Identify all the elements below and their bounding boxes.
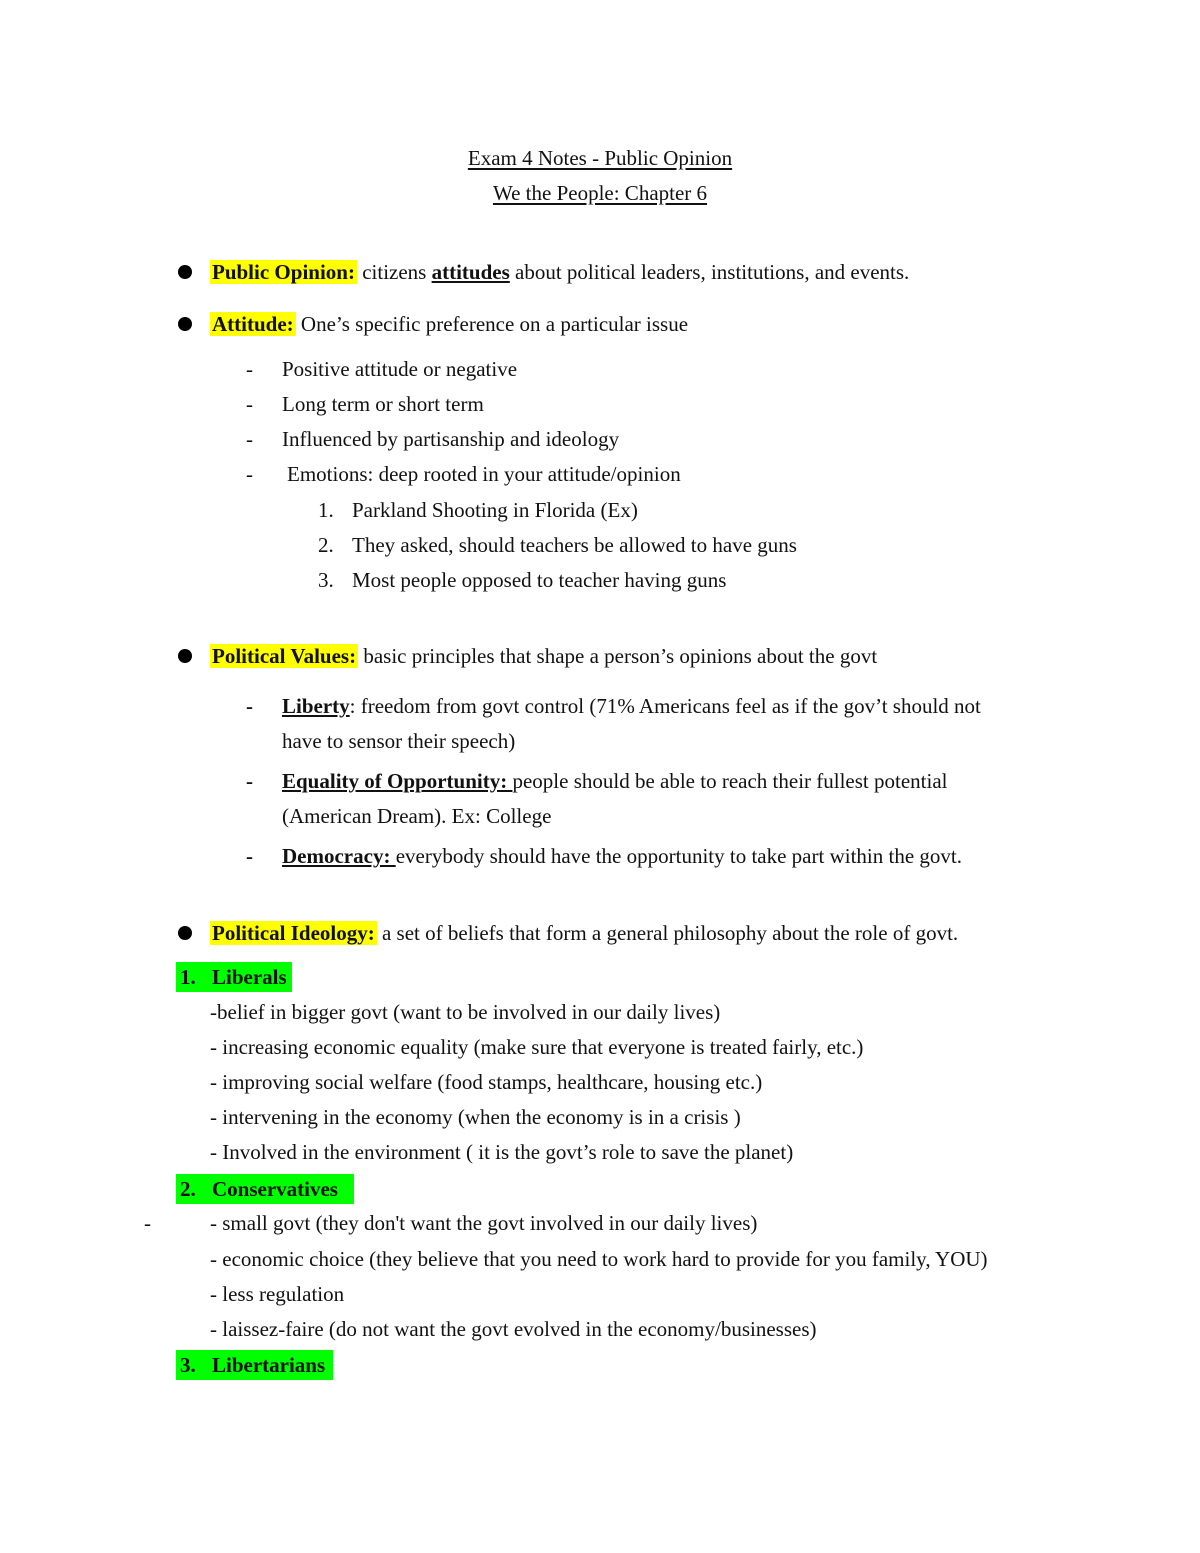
equality-line: people should be able to reach their fullest potential: [512, 769, 948, 793]
attitude-term: Attitude:: [212, 312, 294, 336]
dash-marker: -: [246, 694, 253, 718]
conservatives-point: - laissez-faire (do not want the govt evolved in the economy/businesses): [210, 1317, 817, 1341]
page-title: Exam 4 Notes - Public Opinion: [467, 146, 733, 170]
bullet-icon: [178, 926, 192, 940]
libertarians-label: Libertarians: [212, 1353, 326, 1377]
example-text: They asked, should teachers be allowed to have guns: [352, 533, 797, 557]
public-opinion-term: Public Opinion:: [212, 260, 355, 284]
equality-item: [282, 767, 948, 795]
attitude-point: Emotions: deep rooted in your attitude/opinion: [287, 462, 681, 486]
conservatives-label: Conservatives: [212, 1177, 338, 1201]
example-text: Most people opposed to teacher having guns: [352, 568, 727, 592]
conservatives-point: - small govt (they don't want the govt involved in our daily lives): [210, 1211, 758, 1235]
attitude-point: Long term or short term: [282, 392, 484, 416]
bullet-icon: [178, 265, 192, 279]
liberty-line: : freedom from govt control (71% Americans feel as if the gov’t should not: [349, 694, 981, 718]
liberty-term: Liberty: [282, 694, 350, 718]
liberals-number: 1.: [180, 965, 196, 989]
bullet-icon: [178, 649, 192, 663]
public-opinion-pre: citizens: [356, 260, 432, 284]
dash-marker: -: [246, 392, 253, 416]
democracy-line: everybody should have the opportunity to take part within the govt.: [395, 844, 962, 868]
political-ideology-item: [210, 919, 958, 947]
libertarians-number: 3.: [180, 1353, 196, 1377]
equality-line-2: (American Dream). Ex: College: [282, 804, 552, 828]
liberals-point: -belief in bigger govt (want to be involved in our daily lives): [210, 1000, 721, 1024]
dash-marker: -: [246, 427, 253, 451]
democracy-item: [282, 842, 962, 870]
liberty-item: [282, 692, 981, 720]
equality-term: Equality of Opportunity:: [282, 769, 513, 793]
political-values-term: Political Values:: [212, 644, 357, 668]
page-subtitle: We the People: Chapter 6: [492, 181, 708, 205]
conservatives-point: - less regulation: [210, 1282, 345, 1306]
conservatives-heading: [176, 1174, 354, 1204]
liberals-point: - increasing economic equality (make sure that everyone is treated fairly, etc.): [210, 1035, 864, 1059]
example-number: 1.: [318, 498, 334, 522]
conservatives-number: 2.: [180, 1177, 196, 1201]
dash-marker: -: [246, 462, 253, 486]
liberals-label: Liberals: [212, 965, 287, 989]
political-values-definition: basic principles that shape a person’s opinions about the govt: [358, 644, 878, 668]
attitudes-keyword: attitudes: [431, 260, 510, 284]
public-opinion-post: about political leaders, institutions, and events.: [509, 260, 910, 284]
political-ideology-term: Political Ideology:: [212, 921, 375, 945]
dash-marker: -: [246, 769, 253, 793]
democracy-term: Democracy:: [282, 844, 396, 868]
example-text: Parkland Shooting in Florida (Ex): [352, 498, 638, 522]
liberals-point: - improving social welfare (food stamps, healthcare, housing etc.): [210, 1070, 763, 1094]
stray-dash: -: [144, 1211, 151, 1235]
political-ideology-definition: a set of beliefs that form a general philosophy about the role of govt.: [376, 921, 959, 945]
dash-marker: -: [246, 357, 253, 381]
libertarians-heading: [176, 1350, 333, 1380]
attitude-point: Influenced by partisanship and ideology: [282, 427, 620, 451]
liberals-point: - intervening in the economy (when the economy is in a crisis ): [210, 1105, 741, 1129]
conservatives-point: - economic choice (they believe that you need to work hard to provide for you family, YOU): [210, 1247, 988, 1271]
attitude-item: [210, 310, 688, 338]
public-opinion-item: [210, 258, 909, 286]
bullet-icon: [178, 317, 192, 331]
political-values-item: [210, 642, 877, 670]
liberals-heading: [176, 962, 292, 992]
example-number: 3.: [318, 568, 334, 592]
example-number: 2.: [318, 533, 334, 557]
liberty-line-2: have to sensor their speech): [282, 729, 516, 753]
attitude-definition: One’s specific preference on a particular issue: [295, 312, 689, 336]
liberals-point: - Involved in the environment ( it is the govt’s role to save the planet): [210, 1140, 794, 1164]
dash-marker: -: [246, 844, 253, 868]
attitude-point: Positive attitude or negative: [282, 357, 518, 381]
